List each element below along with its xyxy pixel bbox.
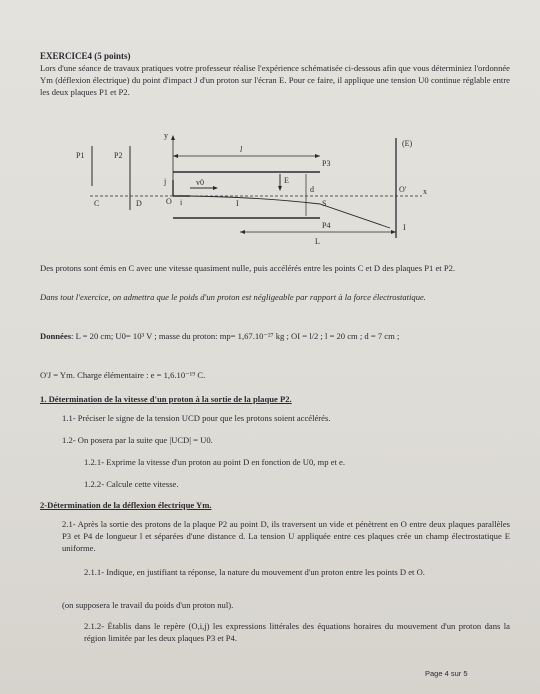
label-v0: v0 <box>196 178 204 187</box>
label-s: S <box>322 199 327 208</box>
paragraph-data <box>40 330 510 342</box>
label-e: E <box>284 176 289 185</box>
question-2-1: 2.1- Après la sortie des protons de la plaque P2 au point D, ils traversent un vide et pénètrent en O entre deux plaques parallèles P3 et P4 de longueur l et séparées d'une distance d. La tension U appliquée entre ces plaques crée un champ électrostatique E uniforme. <box>62 519 510 553</box>
y-axis-arrow <box>171 135 175 140</box>
label-l-small: l <box>240 145 243 154</box>
question-2-1-2: 2.1.2- Établis dans le repère (O,i,j) les expressions littérales des équations horaires du mouvement d'un proton dans la région limitée par les deux plaques P3 et P4. <box>84 621 510 643</box>
label-i-mid: I <box>236 199 239 208</box>
data-label: Données <box>40 331 72 341</box>
label-o: O <box>166 197 172 206</box>
proton-trajectory <box>173 196 390 228</box>
exercise-intro <box>40 50 510 98</box>
label-y: y <box>164 131 168 140</box>
data-values: : L = 20 cm; U0= 10³ V ; masse du proton: mp= 1,67.10⁻²⁷ kg ; OI = l/2 ; l = 20 cm ; d = 7 cm ; <box>71 331 400 341</box>
label-d: D <box>136 199 142 208</box>
experiment-diagram <box>70 128 430 250</box>
question-2-1-1-note: (on supposera le travail du poids d'un proton nul). <box>62 600 234 610</box>
label-screen-i: I <box>403 223 406 232</box>
label-big-l: L <box>315 237 320 246</box>
question-1-2: 1.2- On posera par la suite que |UCD| = U0. <box>62 435 213 445</box>
label-i: i <box>180 198 183 207</box>
paragraph-weight-hypothesis: Dans tout l'exercice, on admettra que le poids d'un proton est négligeable par rapport à la force électrostatique. <box>40 292 426 302</box>
section-1-title: 1. Détermination de la vitesse d'un proton à la sortie de la plaque P2. <box>40 394 292 404</box>
label-p3: P3 <box>322 159 331 168</box>
label-c: C <box>94 199 100 208</box>
question-1-1: 1.1- Préciser le signe de la tension UCD pour que les protons soient accélérés. <box>62 413 331 423</box>
label-o-prime: O' <box>399 185 407 194</box>
section-2-title: 2-Détermination de la déflexion électrique Ym. <box>40 500 212 510</box>
label-j: j <box>164 177 167 186</box>
paragraph-emission: Des protons sont émis en C avec une vitesse quasiment nulle, puis accélérés entre les points C et D des plaques P1 et P2. <box>40 263 456 273</box>
label-x: x <box>423 187 427 196</box>
label-screen: (E) <box>402 139 413 148</box>
exercise-title: EXERCICE4 (5 points) <box>40 51 131 61</box>
label-p1: P1 <box>76 151 85 160</box>
label-d-dist: d <box>310 185 314 194</box>
label-p2: P2 <box>114 151 123 160</box>
ym-definition: O'J = Ym. Charge élémentaire : e = 1,6.10⁻¹⁹ C. <box>40 370 206 380</box>
intro-text: Lors d'une séance de travaux pratiques votre professeur réalise l'expérience schématisée ci-dessous afin que vous déterminiez l'ordonnée Ym (déflexion électrique) du point d'impact J d'un proton sur l'écran E. Pour ce faire, il applique une tension U0 continue réglable entre les deux plaques P1 et P2. <box>40 63 510 97</box>
question-2-1-1: 2.1.1- Indique, en justifiant ta réponse, la nature du mouvement d'un proton entre les points D et O. <box>84 567 425 577</box>
question-1-2-2: 1.2.2- Calcule cette vitesse. <box>84 479 179 489</box>
page-number: Page 4 sur 5 <box>425 669 468 678</box>
label-p4: P4 <box>322 221 331 230</box>
question-1-2-1: 1.2.1- Exprime la vitesse d'un proton au point D en fonction de U0, mp et e. <box>84 457 345 467</box>
